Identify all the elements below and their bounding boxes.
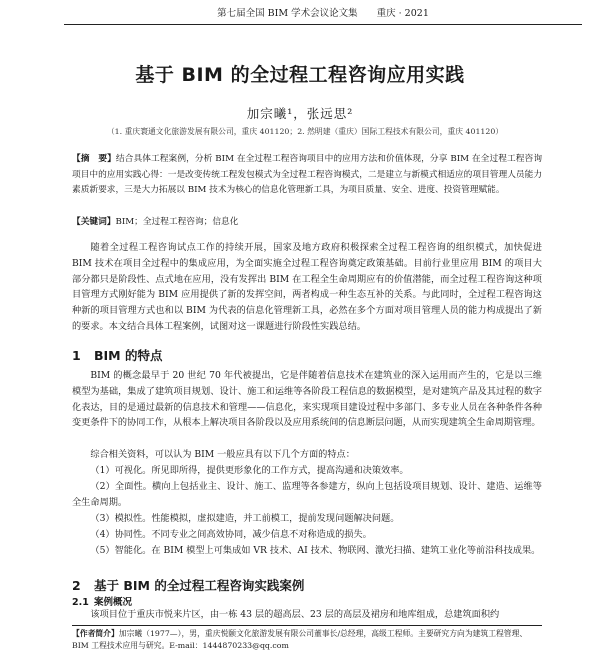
- affiliations: （1. 重庆寰通文化旅游发展有限公司，重庆 401120；2. 然明建（重庆）国际工程技术有限公司，重庆 401120）: [106, 127, 504, 136]
- paper-title: 基于 BIM 的全过程工程咨询应用实践: [135, 64, 465, 86]
- running-header: [64, 6, 582, 25]
- section-2-paragraph-1: 该项目位于重庆市悦来片区，由一栋 43 层的超高层、23 层的高层及裙房和地库组成，总建筑面积约: [90, 609, 500, 620]
- feature-item-2: （2）全面性。横向上包括业主、设计、施工、监理等各参建方，纵向上包括设项目规划、设计、建造、运维等全生命周期。: [72, 481, 542, 508]
- keywords: [72, 215, 542, 230]
- section-1-title: BIM 的特点: [94, 348, 163, 363]
- footnote-text: 加宗曦（1977—），男，重庆悦颐文化旅游发展有限公司董事长/总经理，高级工程师。主要研究方向为建筑工程管理、BIM 工程技术应用与研究。E-mail：1444870233@qq.com: [72, 629, 528, 650]
- feature-item-4: （4）协同性。不同专业之间高效协同，减少信息不对称造成的损失。: [90, 529, 372, 540]
- abstract-label: 【摘 要】: [72, 154, 116, 164]
- footnote-label: 【作者简介】: [72, 629, 119, 638]
- feature-item-1: （1）可视化。所见即所得，提供更形象化的工作方式，提高沟通和决策效率。: [90, 465, 409, 476]
- subsection-2-1-number: 2.1: [72, 597, 89, 608]
- abstract-text: 结合具体工程案例，分析 BIM 在全过程工程咨询项目中的应用方法和价值体现，分享 BIM 在全过程工程咨询项目中的应用实践心得：一是改变传统工程发包模式为全过程工程咨询模式，二是建立与新模式相适应的项目管理人员能力素质新要求，三是大力拓展以 BIM 技术为核心的信息化管理新工具，为项目质量、安全、进度、投资管理赋能。: [72, 154, 543, 195]
- section-1-number: 1: [72, 348, 81, 363]
- feature-item-3: （3）模拟性。性能模拟，虚拟建造，并工前模工，提前发现问题解决问题。: [90, 513, 400, 524]
- keywords-text: BIM；全过程工程咨询；信息化: [115, 217, 239, 227]
- footnote-divider: [72, 625, 542, 626]
- feature-item-5: （5）智能化。在 BIM 模型上可集成如 VR 技术、AI 技术、物联网、激光扫描、建筑工业化等前沿科技成果。: [90, 545, 541, 556]
- section-1-heading: [72, 348, 542, 364]
- section-2-title: 基于 BIM 的全过程工程咨询实践案例: [94, 578, 305, 593]
- section-2-heading: [72, 578, 542, 594]
- section-2-number: 2: [72, 578, 81, 593]
- section-1-paragraph-1: BIM 的概念最早于 20 世纪 70 年代被提出，它是伴随着信息技术在建筑业的深入运用而产生的，它是以三维模型为基础，集成了建筑项目规划、设计、施工和运维等各阶段工程信息的数据模型，是对建筑产品及其过程的数字化表达，目的是通过最新的信息技术和管理——信息化，来实现项目建设过程中多部门、多专业人员在各种条件各种变更条件下的协同工作，从根本上解决项目各阶段以及应用系统间的信息断层问题，从而实现建筑全生命周期管理。: [72, 370, 542, 429]
- author-footnote: [72, 628, 542, 652]
- author-list: 加宗曦¹，张远思²: [246, 106, 354, 121]
- subsection-2-1-title: 案例概况: [94, 597, 133, 608]
- intro-paragraph: 随着全过程工程咨询试点工作的持续开展，国家及地方政府积极探索全过程工程咨询的组织模式，加快促进 BIM 技术在项目全过程中的集成应用，为全面实施全过程工程咨询奠定政策基础。目前行业里应用 BIM 的项目大部分都只是阶段性、点式地在应用，没有发挥出 BIM 在工程全生命周期应有的价值潜能，而全过程工程咨询这种项目管理方式刚好能为 BIM 应用提供了新的发挥空间，两者构成一种生态互补的关系。与此同时，全过程工程咨询这种新的项目管理方式也和以 BIM 为代表的信息化管理新工具，必然在多个方面对项目管理人员的能力构成提出了新的要求。本文结合具体工程案例，试图对这一课题进行阶段性实践总结。: [72, 242, 542, 332]
- abstract: [72, 152, 542, 199]
- section-1-paragraph-2: 综合相关资料，可以认为 BIM 一般应具有以下几个方面的特点：: [90, 449, 355, 460]
- running-header-text: 第七届全国 BIM 学术会议论文集 重庆 · 2021: [217, 8, 429, 19]
- keywords-label: 【关键词】: [72, 217, 116, 227]
